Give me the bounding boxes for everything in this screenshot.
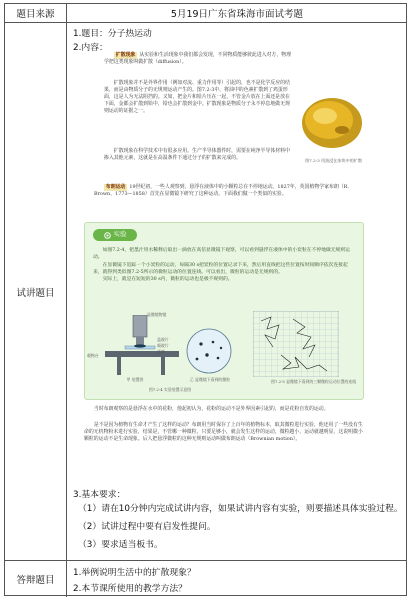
textbook-excerpt [74,32,374,452]
fig4-label-slide: 载玻片 [157,343,169,348]
after-paragraph-2: 是不是因为植物有生命才产生了这样的运动？布朗用当时保存了上百年的植物标本，取其微粒进行实验，他还用了一些没有生命的无机物粉末进行实验，结果是，不管哪一种微粒，只要足够小，就会发生这样的运动，微粒越小，运动就越明显，这说明微小颗粒的运动不是生命现象。后人把悬浮微粒的这种无规则运动叫做布朗运动（Brownian motion）。 [84,422,363,443]
fig4-label-droplet: 液滴 [157,349,165,354]
brownian-path-figure [253,311,339,377]
experiment-paragraph-2: 在显微镜下追踪一个小炭粒的运动，每隔30 s把炭粒的位置记录下来，然后用直线把这些位置按时间顺序依次连接起来，就得到类似图7.2-5所示的微粒运动的位置连线。可以看出，微粒的运动是无规则的。 [93,262,348,275]
diffusion-paragraph-3: 扩散现象在科学技术中有很多应用。生产半导体器件时，需要在纯净半导体材料中掺入其他元素，这就是在高温条件下通过分子的扩散来完成的。 [104,148,290,162]
requirements-title: 3.基本要求： [73,490,126,500]
diffusion-photo-caption: 图7.2-3 用油浸在冰块中的扩散 [305,158,362,163]
defense-content [68,561,406,597]
content-label: 2.内容： [73,43,108,53]
defense-question-2: 2.本节课所使用的教学方法？ [73,584,187,594]
lecture-topic-label: 试讲题目 [5,23,67,560]
fig4-label-objective: 显微镜物镜 [147,312,167,317]
experiment-paragraph-3: 实际上，就是在短短的30 s内，微粒的运动也是极不规则的。 [102,277,233,283]
header-row [5,4,406,23]
fig4-label-particles: 乙 显微镜下看到的微粒 [189,377,231,382]
defense-label: 答辩题目 [5,561,67,597]
experiment-label: 实验 [113,230,127,239]
source-label: 题目来源 [5,4,67,22]
fig4-label-stage: 载物台 [87,353,99,358]
diffusion-paragraph-1: 扩散现象 从实验和生活现象中我们都会发现，不同物质能够彼此进入对方，物理学把这类现象叫做扩散（diffusion）。 [104,52,291,66]
defense-row [5,561,406,597]
requirement-3: （3）要求适当板书。 [78,540,163,550]
experiment-box [84,222,364,400]
experiment-text [93,247,355,283]
fig5-caption: 图7.2-5 显微镜下看到的三颗微粒运动位置的连线 [271,379,357,384]
fig4-caption: 图7.2-4 实验装置示意图 [148,387,192,392]
after-paragraph-1: 当时布朗观察的是悬浮在水中的花粉，他起初认为，花粉的运动不是外界因素引起的，而是花粉自发的运动。 [93,406,329,412]
requirement-2: （2）试讲过程中要有启发性提问。 [78,522,216,532]
diffusion-paragraph-2: 扩散现象并不是外界作用（例如对流、重力作用等）引起的，也不是化学反应的结果，而是由物质分子的无规则运动产生的。图7.2-3中，将油中的色素扩散到了鸡蛋形面，这是人为无法阻挡的。又如，把金片和铅片压在一起，不管金片放在上面还是放在下面，金都会扩散到铅中，铅也会扩散到金中。扩散现象是物质分子永不停息地做无规则运动的证据之一。 [104,80,290,115]
brownian-paragraph: 布朗运动 19世纪初，一些人观察到，悬浮在液体中的小颗粒总在不停地运动。1827年，英国植物学家布朗（R. Brown，1773—1858）首先在显微镜下研究了这种运动。下面我们做一个类似的实验。 [94,184,349,198]
diffusion-term: 扩散现象 [115,52,136,58]
diffusion-photo-image [296,81,371,153]
experiment-paragraph-1: 如图7.2-4，把墨汁用水稀释后取出一滴放在高倍显微镜下观察，可以看到悬浮在液体中的小炭粒在不停地做无规则运动。 [93,248,350,261]
fig4-label-coverslip: 盖玻片 [157,337,169,342]
requirement-1: （1）请在10分钟内完成试讲内容，如果试讲内容有实验，则要描述具体实验过程。 [78,504,403,514]
defense-question-1: 1.举例说明生活中的扩散现象？ [73,568,196,578]
source-value: 5月19日广东省珠海市面试考题 [170,9,304,20]
experiment-header [93,229,137,241]
fig4-label-apparatus: 甲 装置图 [126,377,144,382]
brownian-term: 布朗运动 [105,184,126,190]
topic-line: 1.题目：分子热运动 [73,29,152,39]
experiment-icon [104,232,111,239]
